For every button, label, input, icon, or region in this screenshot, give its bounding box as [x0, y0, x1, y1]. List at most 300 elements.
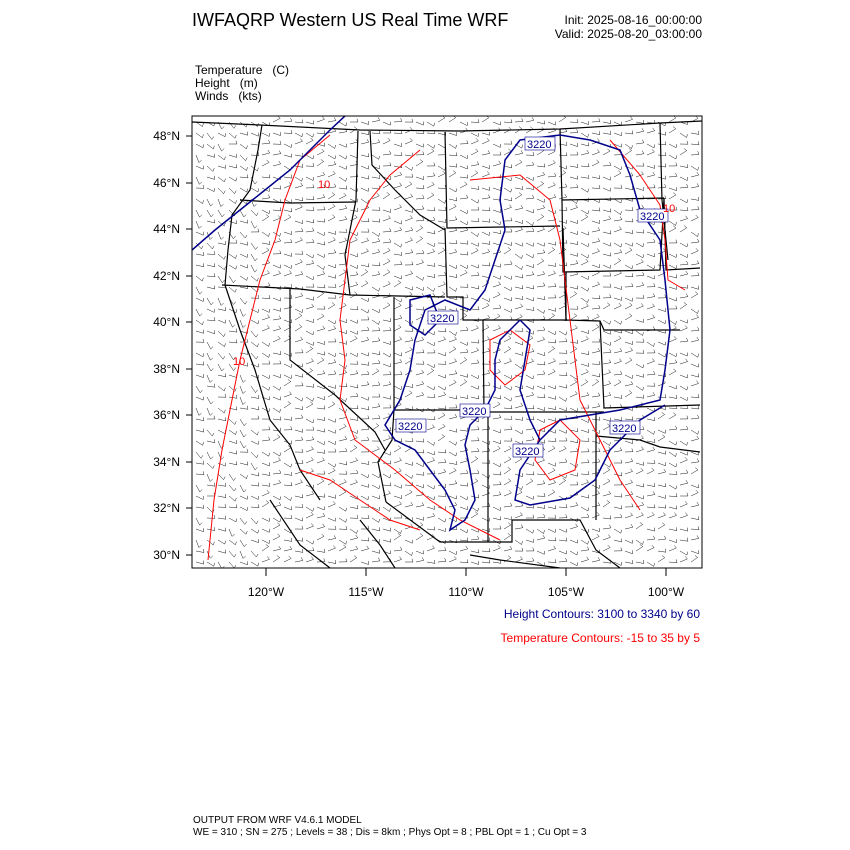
wind-barb [691, 415, 699, 419]
wind-barb [416, 350, 424, 354]
wind-barb [207, 493, 215, 496]
wind-barb [625, 219, 633, 222]
wind-barb [625, 330, 633, 334]
wind-barb [460, 546, 468, 551]
wind-barb [350, 336, 357, 342]
wind-barb [416, 206, 424, 210]
wind-barb [218, 276, 225, 283]
wind-barb [339, 353, 347, 356]
wind-barb [295, 449, 303, 452]
wind-barb [515, 160, 522, 166]
wind-barb [383, 528, 391, 532]
wind-barb [449, 380, 456, 386]
wind-barb [229, 265, 237, 269]
wind-barb [196, 309, 202, 316]
wind-barb [306, 196, 314, 199]
wind-barb [482, 241, 490, 245]
wind-barb [218, 210, 224, 217]
wind-barb [504, 375, 512, 379]
wind-barb [196, 320, 204, 325]
wind-barb [361, 327, 369, 331]
nd-sd-border [560, 129, 664, 200]
wind-barb [636, 386, 644, 390]
wind-barb [680, 426, 688, 430]
wind-barb [306, 359, 314, 365]
wind-barb [614, 243, 622, 247]
wind-barb [284, 546, 292, 551]
wind-barb [240, 232, 247, 238]
wind-barb [449, 441, 457, 445]
wind-barb [526, 228, 534, 232]
wind-barb [493, 305, 501, 309]
wind-barb [493, 545, 500, 551]
wind-barb [647, 468, 654, 474]
wind-barb [691, 550, 699, 554]
temp-contour [208, 135, 330, 560]
wind-barb [592, 150, 600, 156]
wind-barb [196, 518, 202, 525]
wind-barb [504, 546, 512, 551]
wind-barb [614, 166, 622, 170]
wind-barb [317, 285, 325, 288]
height-contour-label: 3220 [527, 139, 552, 151]
wind-barb [592, 264, 600, 268]
wind-barb [372, 175, 380, 179]
wind-barb [515, 285, 523, 289]
wind-barb [570, 286, 578, 290]
wind-barb [581, 287, 589, 291]
wind-barb [669, 452, 677, 457]
wind-barb [482, 150, 490, 155]
mexico-border-tx [512, 520, 620, 568]
wind-barb [273, 207, 281, 211]
wind-barb [581, 507, 589, 511]
wind-barb [658, 142, 666, 145]
wind-barb [350, 546, 358, 551]
wind-barb [669, 265, 677, 269]
wind-barb [295, 183, 303, 188]
wind-barb [372, 287, 380, 291]
wind-barb [515, 352, 523, 356]
wind-barb [350, 361, 358, 364]
wind-barb [229, 419, 236, 425]
wind-barb [636, 544, 643, 551]
wind-barb [647, 536, 655, 540]
wind-barb [669, 545, 676, 551]
wind-barb [537, 481, 545, 486]
wind-barb [581, 369, 588, 375]
wind-barb [592, 534, 599, 540]
wind-barb [636, 331, 644, 336]
wind-barb [680, 359, 688, 364]
wind-barb [647, 430, 655, 434]
wind-barb [548, 331, 556, 335]
wind-barb [416, 144, 424, 148]
wind-barb [471, 149, 478, 155]
wind-barb [284, 118, 292, 122]
wind-barb [614, 286, 622, 290]
wind-barb [361, 270, 368, 277]
wind-barb [581, 143, 589, 147]
wind-barb [427, 441, 435, 445]
wind-barb [570, 152, 578, 155]
wind-barb [592, 348, 600, 353]
height-contour-label: 3220 [640, 211, 665, 223]
wind-barb [416, 195, 424, 199]
wind-barb [515, 150, 523, 155]
wind-barb [317, 458, 325, 463]
wind-barb [196, 287, 202, 294]
wind-barb [394, 371, 402, 375]
wind-barb [262, 195, 270, 199]
wa-or-border [240, 200, 355, 203]
wind-barb [328, 359, 336, 364]
wind-barb [504, 479, 511, 485]
wind-barb [251, 188, 259, 192]
wind-barb [372, 550, 380, 554]
wind-barb [603, 303, 610, 309]
wind-barb [361, 218, 369, 221]
wind-barb [669, 527, 677, 530]
wind-barb [251, 539, 259, 543]
wind-barb [691, 468, 698, 474]
wind-barb [427, 386, 435, 390]
wind-barb [460, 155, 468, 159]
wind-barb [207, 210, 213, 217]
wind-barb [295, 177, 303, 181]
wind-barb [317, 506, 325, 510]
wind-barb [295, 309, 303, 313]
wind-barb [691, 166, 699, 170]
wind-barb [284, 375, 292, 379]
wind-barb [482, 232, 490, 236]
wind-barb [240, 220, 248, 224]
wind-barb [251, 331, 258, 337]
wind-barb [603, 479, 610, 485]
wind-barb [394, 529, 402, 534]
wind-barb [405, 166, 413, 170]
ca-nv-border [290, 289, 385, 450]
wind-barb [614, 539, 622, 542]
wind-barb [427, 560, 435, 564]
wind-barb [405, 138, 412, 144]
wind-barb [449, 414, 457, 419]
wind-barb [207, 188, 215, 192]
wind-barb [680, 164, 688, 167]
wind-barb [339, 270, 346, 276]
wind-barb [515, 328, 523, 331]
wind-barb [493, 144, 501, 148]
wind-barb [284, 482, 292, 485]
wind-barb [207, 154, 215, 158]
wind-barb [625, 314, 632, 320]
wind-barb [251, 210, 258, 216]
wind-barb [658, 320, 666, 324]
wind-barb [328, 495, 336, 499]
wind-barb [273, 308, 281, 312]
wind-barb [537, 327, 545, 331]
wind-barb [537, 259, 544, 265]
height-contour-legend: Height Contours: 3100 to 3340 by 60 [503, 607, 700, 621]
wind-barb [460, 270, 467, 276]
variable-unit: (kts) [238, 89, 262, 103]
wind-barb [504, 309, 512, 313]
wind-barb [614, 417, 622, 420]
wind-barb [669, 506, 677, 510]
wind-barb [647, 512, 654, 518]
wind-barb [559, 408, 567, 411]
wind-barb [229, 562, 236, 568]
wind-barb [548, 242, 556, 246]
wind-barb [658, 164, 666, 168]
wind-barb [207, 364, 213, 371]
wind-barb [229, 386, 236, 391]
wind-barb [317, 219, 325, 222]
wind-barb [372, 338, 380, 342]
wind-barb [471, 186, 479, 190]
wind-barb [405, 337, 413, 342]
wind-barb [427, 182, 434, 188]
wind-barb [526, 177, 534, 181]
wind-barb [669, 173, 677, 177]
wind-barb [394, 281, 401, 288]
wind-barb [636, 319, 644, 323]
wind-barb [438, 199, 446, 203]
wind-barb [482, 298, 490, 302]
wind-barb [658, 353, 666, 357]
wind-barb [515, 385, 523, 389]
wind-barb [691, 151, 699, 155]
wind-barb [394, 183, 402, 188]
wind-barb [691, 248, 698, 254]
wind-barb [251, 551, 258, 557]
wind-barb [262, 386, 270, 390]
wind-barb [603, 265, 611, 269]
wind-barb [526, 405, 534, 409]
wind-barb [339, 490, 346, 496]
wind-barb [306, 138, 313, 144]
wind-barb [581, 449, 589, 453]
wind-barb [218, 165, 226, 169]
wind-barb [537, 205, 545, 210]
wind-barb [306, 397, 314, 401]
wind-barb [240, 419, 246, 426]
wind-barb [405, 303, 412, 309]
wind-barb [482, 249, 490, 254]
wind-barb [537, 337, 545, 342]
wind-barb [361, 139, 369, 144]
wind-barb [636, 243, 644, 247]
wind-barb [581, 276, 589, 280]
wind-barb [207, 144, 214, 149]
wind-barb [614, 505, 622, 509]
wind-barb [647, 447, 655, 452]
wind-barb [339, 471, 347, 474]
wind-barb [218, 254, 225, 259]
wind-barb [460, 210, 468, 214]
wind-barb [416, 260, 424, 265]
wind-barb [350, 529, 358, 534]
wind-barb [372, 155, 380, 159]
wind-barb [482, 503, 490, 507]
wind-barb [614, 529, 622, 533]
wind-barb [350, 282, 358, 287]
wind-barb [471, 138, 478, 144]
wind-barb [262, 248, 269, 254]
wind-barb [614, 132, 622, 136]
wind-barb [526, 221, 534, 226]
wind-barb [207, 166, 214, 171]
wind-barb [438, 337, 446, 342]
wind-barb [251, 452, 258, 458]
wind-barb [218, 540, 226, 544]
wind-barb [603, 188, 611, 192]
wind-barb [482, 138, 489, 144]
wind-barb [515, 265, 523, 270]
wind-barb [680, 133, 688, 138]
wind-barb [273, 386, 281, 390]
wind-barb [603, 418, 611, 422]
wind-barb [306, 457, 313, 463]
wind-barb [680, 501, 687, 507]
wind-barb [339, 166, 347, 170]
wind-barb [625, 381, 633, 386]
wind-barb [251, 518, 258, 524]
wind-barb [581, 429, 589, 433]
wind-barb [229, 496, 236, 501]
wind-barb [581, 351, 589, 355]
wind-barb [251, 221, 257, 228]
wind-barb [306, 163, 314, 166]
wind-barb [339, 479, 346, 485]
wind-barb [394, 547, 402, 551]
wind-barb [636, 462, 644, 466]
wind-barb [372, 232, 380, 236]
wind-barb [284, 304, 292, 309]
wind-barb [581, 471, 589, 474]
wind-barb [339, 559, 347, 563]
wind-barb [537, 172, 545, 177]
wind-barb [647, 408, 655, 412]
wind-barb [251, 265, 257, 272]
wind-barb [262, 175, 270, 178]
wind-barb [273, 374, 281, 378]
wind-barb [493, 325, 501, 331]
wind-barb [196, 408, 202, 415]
wind-barb [526, 496, 534, 499]
wind-barb [548, 173, 556, 177]
kansas-border [600, 321, 700, 408]
wind-barb [372, 327, 380, 331]
lat-label: 32°N [153, 501, 180, 515]
wind-barb [295, 204, 302, 210]
wind-barb [581, 163, 589, 166]
wind-barb [603, 231, 611, 235]
wind-barb [504, 177, 512, 181]
wind-barb [328, 303, 335, 309]
wind-barb [449, 371, 457, 376]
wind-barb [669, 144, 677, 148]
wind-barb [460, 470, 468, 474]
wind-barb [636, 120, 644, 123]
wind-barb [669, 471, 677, 474]
wind-barb [262, 544, 269, 551]
wind-barb [339, 155, 347, 159]
wind-barb [372, 415, 380, 419]
wind-barb [570, 562, 578, 566]
wind-barb [592, 175, 600, 178]
wind-barb [361, 496, 369, 500]
wind-barb [625, 273, 633, 276]
wind-barb [229, 518, 237, 522]
wind-barb [218, 188, 225, 194]
wind-barb [229, 165, 237, 169]
wind-barb [669, 539, 677, 543]
temperature-contour-label: 10 [663, 203, 676, 215]
wind-barb [262, 295, 270, 298]
wind-barb [361, 416, 369, 420]
wind-barb [229, 329, 237, 333]
wind-barb [537, 514, 545, 518]
wind-barb [339, 507, 347, 511]
wind-barb [328, 535, 336, 540]
wind-barb [680, 470, 688, 474]
wind-barb [592, 249, 600, 255]
wind-barb [427, 149, 434, 155]
wind-barb [581, 419, 589, 423]
wind-barb [548, 295, 556, 298]
wind-barb [614, 395, 622, 399]
wind-barb [570, 473, 578, 477]
wind-barb [405, 227, 413, 232]
wind-barb [471, 199, 479, 203]
wind-barb [394, 468, 401, 474]
wind-barb [350, 320, 358, 324]
wind-barb [614, 171, 621, 177]
wind-barb [416, 337, 424, 342]
wind-barb [647, 253, 655, 256]
wind-barb [471, 536, 479, 540]
wind-barb [284, 130, 292, 133]
wind-barb [394, 243, 402, 247]
wind-barb [339, 383, 347, 386]
wind-barb [427, 350, 435, 353]
wind-barb [603, 360, 611, 364]
wind-barb [438, 518, 446, 522]
wind-barb [658, 536, 666, 540]
wind-barb [328, 501, 335, 507]
wind-barb [427, 451, 435, 455]
wind-barb [658, 549, 666, 553]
wind-barb [438, 386, 446, 390]
wind-barb [603, 131, 611, 135]
wind-barb [416, 534, 423, 541]
wind-barb [647, 562, 655, 566]
wind-barb [295, 197, 303, 201]
wind-barb [405, 502, 413, 507]
wind-barb [592, 227, 600, 232]
wind-barb [570, 551, 578, 555]
wind-barb [603, 516, 611, 519]
wind-barb [592, 208, 600, 211]
wind-barb [251, 430, 258, 435]
wind-barb [416, 307, 424, 310]
wind-barb [438, 459, 446, 463]
wind-barb [284, 538, 292, 542]
wind-barb [636, 522, 643, 529]
wind-barb [570, 220, 578, 224]
wind-barb [548, 438, 556, 441]
